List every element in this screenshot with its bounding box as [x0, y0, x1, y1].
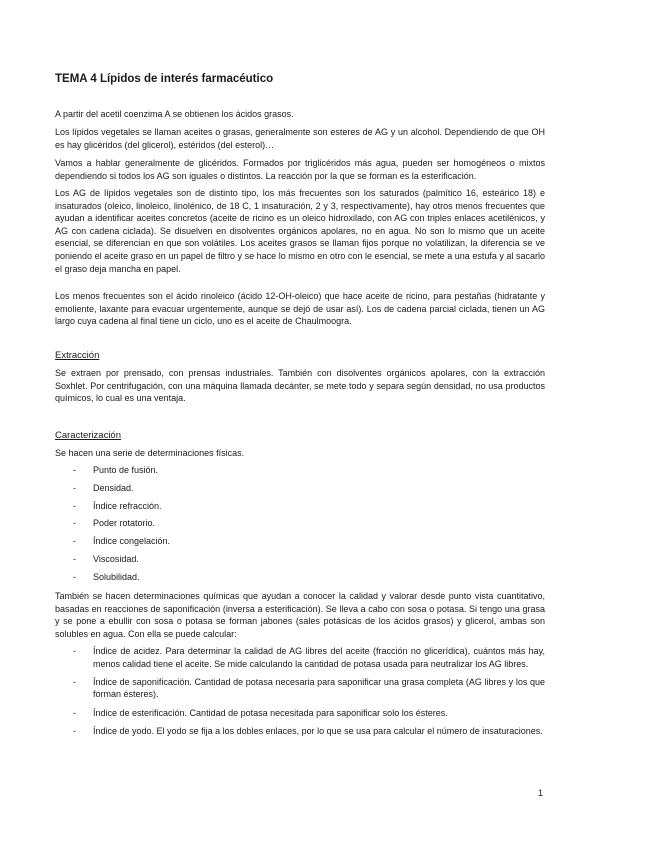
caracterizacion-intro: Se hacen una serie de determinaciones físicas. [55, 448, 245, 458]
list-item: - Índice refracción. [55, 500, 545, 518]
section-heading-caracterizacion: Caracterización [55, 430, 121, 441]
intro-paragraph-2: Los lípidos vegetales se llaman aceites o grasas, generalmente son esteres de AG y un alcohol. Dependiendo de que OH es hay glicéridos (del glicerol), estéridos (del esterol)… [55, 127, 545, 150]
section-heading-extraccion: Extracción [55, 350, 100, 361]
list-item: - Densidad. [55, 482, 545, 500]
list-item: - Índice de yodo. El yodo se fija a los dobles enlaces, por lo que se usa para calcular el número de insaturaciones. [55, 725, 545, 738]
list-item: - Viscosidad. [55, 553, 545, 571]
list-item: - Solubilidad. [55, 571, 545, 589]
chemical-determinations-list [55, 645, 545, 743]
extraccion-paragraph: Se extraen por prensado, con prensas industriales. También con disolventes orgánicos apolares, con la extracción Soxhlet. Por centrifugación, con una máquina llamada decánter, se mete todo y separa según densidad, no usa productos químicos, lo cual es una ventaja. [55, 368, 545, 404]
intro-paragraph-5: Los menos frecuentes son el ácido rinoleico (ácido 12-OH-oleico) que hace aceite de ricino, para pestañas (hidratante y emoliente, laxante para evacuar urgentemente, aunque se dejó de usar así). Los de cadena parcial ciclada, tienen un AG largo cuya cadena al final tiene un ciclo, uno es el aceite de Chaulmoogra. [55, 291, 545, 327]
list-item: - Punto de fusión. [55, 464, 545, 482]
intro-paragraph-3: Vamos a hablar generalmente de glicéridos. Formados por triglicéridos más agua, pueden ser homogéneos o mixtos dependiendo si todos los AG son iguales o distintos. La reacción por la que se forman es la esterificación. [55, 158, 545, 181]
document-title: TEMA 4 Lípidos de interés farmacéutico [55, 73, 274, 85]
list-item: - Índice congelación. [55, 535, 545, 553]
intro-paragraph-4: Los AG de lípidos vegetales son de distinto tipo, los más frecuentes son los saturados (palmítico 16, esteárico 18) e insaturados (oleico, linoleico, linolénico, de 18 C, 1 insaturación, 2 y 3, respectivamente), hay otros menos frecuentes que ayudan a identificar aceites concretos (aceite de ricino es un oleico hidroxilado, con AG con triples enlaces acetilénicos, y AG con cadena ciclada). Se disuelven en disolventes orgánicos apolares, no en agua. No son lo mismo que un aceite esencial, se diferencian en que son volátiles. Los aceites grasos se llaman fijos porque no volatilizan, la diferencia se ve poniendo el aceite graso en un papel de filtro y se hace lo mismo en otro con le esencial, se mete a una estufa y al sacarlo el graso deja mancha en papel. [55, 188, 545, 274]
chemical-determinations-intro: También se hacen determinaciones químicas que ayudan a conocer la calidad y valorar desde punto vista cuantitativo, basadas en reacciones de saponificación (inversa a esterificación). Se lleva a cabo con sosa o potasa. Si tengo una grasa y se pone a ebullir con sosa o potasa se forman jabones (sales potásicas de los ácidos grasos) y glicerol, ambas son solubles en agua. Con ella se puede calcular: [55, 591, 545, 639]
physical-determinations-list [55, 464, 545, 589]
list-item: - Poder rotatorio. [55, 517, 545, 535]
list-item: - Índice de saponificación. Cantidad de potasa necesaria para saponificar una grasa completa (AG libres y los que forman ésteres). [55, 676, 545, 701]
list-item: - Índice de esterificación. Cantidad de potasa necesitada para saponificar solo los ésteres. [55, 707, 545, 720]
list-item: - Índice de acidez. Para determinar la calidad de AG libres del aceite (fracción no glicerídica), cuántos más hay, menos calidad tiene el aceite. Se mide calculando la cantidad de potasa usada para neutralizar los AG libres. [55, 645, 545, 670]
intro-paragraph-1: A partir del acetil coenzima A se obtienen los ácidos grasos. [55, 109, 294, 119]
page-number: 1 [538, 788, 544, 798]
